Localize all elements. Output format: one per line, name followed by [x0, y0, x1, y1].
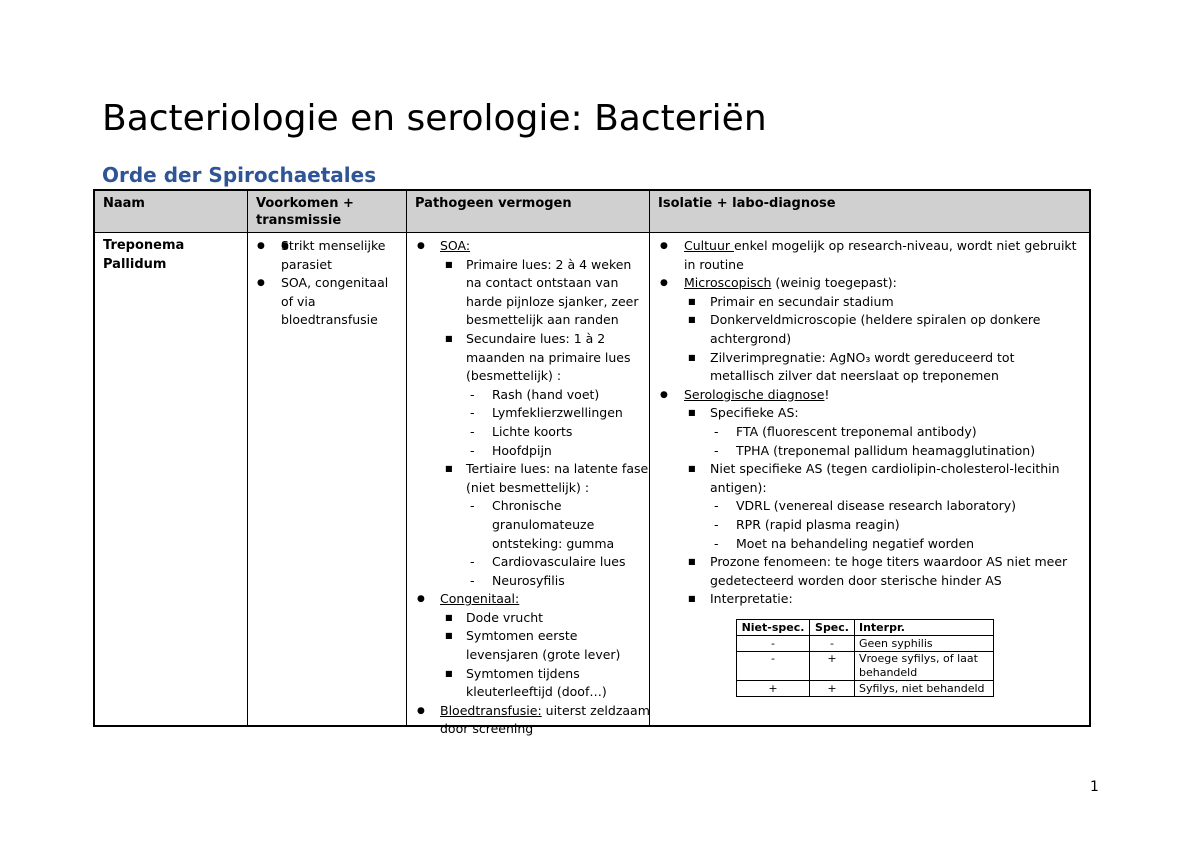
mini-header-cell: Niet-spec.	[737, 620, 810, 636]
list-item-cont: door screening	[440, 721, 534, 737]
list-item-cont: ontsteking: gumma	[492, 535, 615, 551]
list-item: ● Serologische diagnose!	[660, 386, 830, 402]
header-voorkomen-line1: Voorkomen +	[256, 196, 354, 211]
mini-cell: +	[810, 681, 855, 697]
list-item: - FTA (fluorescent treponemal antibody)	[714, 423, 977, 439]
list-item: ■ Dode vrucht	[445, 609, 544, 625]
list-item: - Neurosyfilis	[470, 572, 565, 588]
list-item: ● Congenitaal:	[417, 591, 520, 607]
list-item-cont: kleuterleeftijd (doof…)	[466, 684, 607, 700]
list-item-cont: parasiet	[281, 256, 332, 272]
list-item: ■ Prozone fenomeen: te hoge titers waardoor AS niet meer	[688, 554, 1068, 570]
mini-cell: -	[737, 636, 810, 652]
list-item: ■ Secundaire lues: 1 à 2	[445, 330, 606, 346]
list-item-cont: na contact ontstaan van	[466, 275, 619, 291]
mini-cell-line: behandeld	[859, 666, 918, 679]
table-row	[737, 652, 994, 681]
list-item: ● Cultuur enkel mogelijk op research-niveau, wordt niet gebruikt	[660, 238, 1077, 253]
mini-header-cell: Spec.	[810, 620, 855, 636]
page-number: 1	[1090, 779, 1099, 795]
name-line: Pallidum	[103, 256, 167, 272]
page-title: Bacteriologie en serologie: Bacteriën	[102, 98, 767, 139]
cell-voorkomen	[257, 237, 389, 330]
mini-cell: -	[810, 636, 855, 652]
mini-cell: Syfilys, niet behandeld	[855, 681, 994, 697]
mini-header-cell: Interpr.	[855, 620, 994, 636]
list-item: - RPR (rapid plasma reagin)	[714, 516, 900, 532]
mini-cell	[855, 652, 994, 681]
list-item-cont: metallisch zilver dat neerslaat op treponemen	[710, 368, 999, 384]
column-divider	[649, 191, 650, 725]
list-item: ■ Primair en secundair stadium	[688, 293, 894, 309]
column-divider	[247, 191, 248, 725]
cell-naam	[103, 237, 184, 274]
mini-cell: +	[737, 681, 810, 697]
list-item: ■ Symtomen tijdens	[445, 665, 580, 681]
header-isolatie: Isolatie + labo-diagnose	[658, 196, 836, 211]
header-voorkomen	[256, 195, 354, 229]
list-item-cont: gedetecteerd worden door sterische hinder AS	[710, 572, 1002, 588]
section-heading: Orde der Spirochaetales	[102, 163, 377, 187]
cell-isolatie	[658, 237, 1086, 609]
list-item-cont: (besmettelijk) :	[466, 368, 562, 384]
list-item: ■ Symtomen eerste	[445, 628, 578, 644]
table-row	[737, 681, 994, 697]
list-item: ● ● Strikt menselijke	[281, 237, 388, 256]
list-item-cont: bloedtransfusie	[281, 312, 378, 328]
list-item: ■ Zilverimpregnatie: AgNO₃ wordt gereduceerd tot	[688, 349, 1015, 365]
mini-cell: Geen syphilis	[855, 636, 994, 652]
list-item-cont: of via	[281, 293, 316, 309]
list-item: - Lichte koorts	[470, 423, 573, 439]
list-item-cont: maanden na primaire lues	[466, 349, 631, 365]
list-item-cont: (niet besmettelijk) :	[466, 479, 590, 495]
list-item: ■ Donkerveldmicroscopie (heldere spiralen op donkere	[688, 312, 1041, 328]
list-item: ● Bloedtransfusie: uiterst zeldzaam	[417, 702, 650, 718]
mini-cell-line: Vroege syfilys, of laat	[859, 652, 978, 665]
list-item: - Hoofdpijn	[470, 442, 552, 458]
header-voorkomen-line2: transmissie	[256, 213, 342, 228]
bacteria-table	[93, 189, 1091, 737]
list-item: ■ Interpretatie:	[688, 591, 793, 607]
list-item-cont: in routine	[684, 256, 744, 272]
list-item: - VDRL (venereal disease research laboratory)	[714, 498, 1017, 514]
table-row	[737, 636, 994, 652]
header-pathogeen: Pathogeen vermogen	[415, 196, 572, 211]
list-item: ■ Niet specifieke AS (tegen cardiolipin-cholesterol-lecithin	[688, 461, 1060, 477]
list-item: - TPHA (treponemal pallidum heamagglutination)	[714, 442, 1036, 458]
list-item: - Chronische	[470, 498, 562, 514]
list-item: ● SOA, congenitaal	[257, 275, 389, 291]
cell-pathogeen	[415, 237, 650, 739]
table-row	[737, 620, 994, 636]
name-line: Treponema	[103, 238, 185, 253]
list-item-cont: antigen):	[710, 479, 767, 495]
list-item: - Moet na behandeling negatief worden	[714, 535, 975, 551]
list-item-cont: harde pijnloze sjanker, zeer	[466, 293, 639, 309]
list-item: ■ Specifieke AS:	[688, 405, 799, 421]
list-item: - Cardiovasculaire lues	[470, 554, 626, 570]
interpretation-table	[736, 619, 994, 697]
header-naam: Naam	[103, 196, 145, 211]
list-item-cont: besmettelijk aan randen	[466, 312, 619, 328]
list-item: ■ Primaire lues: 2 à 4 weken	[445, 256, 632, 272]
list-item: ● Microscopisch (weinig toegepast):	[660, 275, 897, 291]
mini-cell: +	[810, 652, 855, 681]
mini-cell: -	[737, 652, 810, 681]
list-item: ● SOA:	[417, 238, 471, 253]
list-item-cont: levensjaren (grote lever)	[466, 647, 621, 663]
list-item-cont: granulomateuze	[492, 516, 595, 532]
list-item: ■ Tertiaire lues: na latente fase	[445, 461, 649, 477]
list-item-cont: achtergrond)	[710, 330, 792, 346]
list-item: - Lymfeklierzwellingen	[470, 405, 623, 421]
list-item: - Rash (hand voet)	[470, 386, 600, 402]
table-header-row	[95, 191, 1089, 233]
column-divider	[406, 191, 407, 725]
